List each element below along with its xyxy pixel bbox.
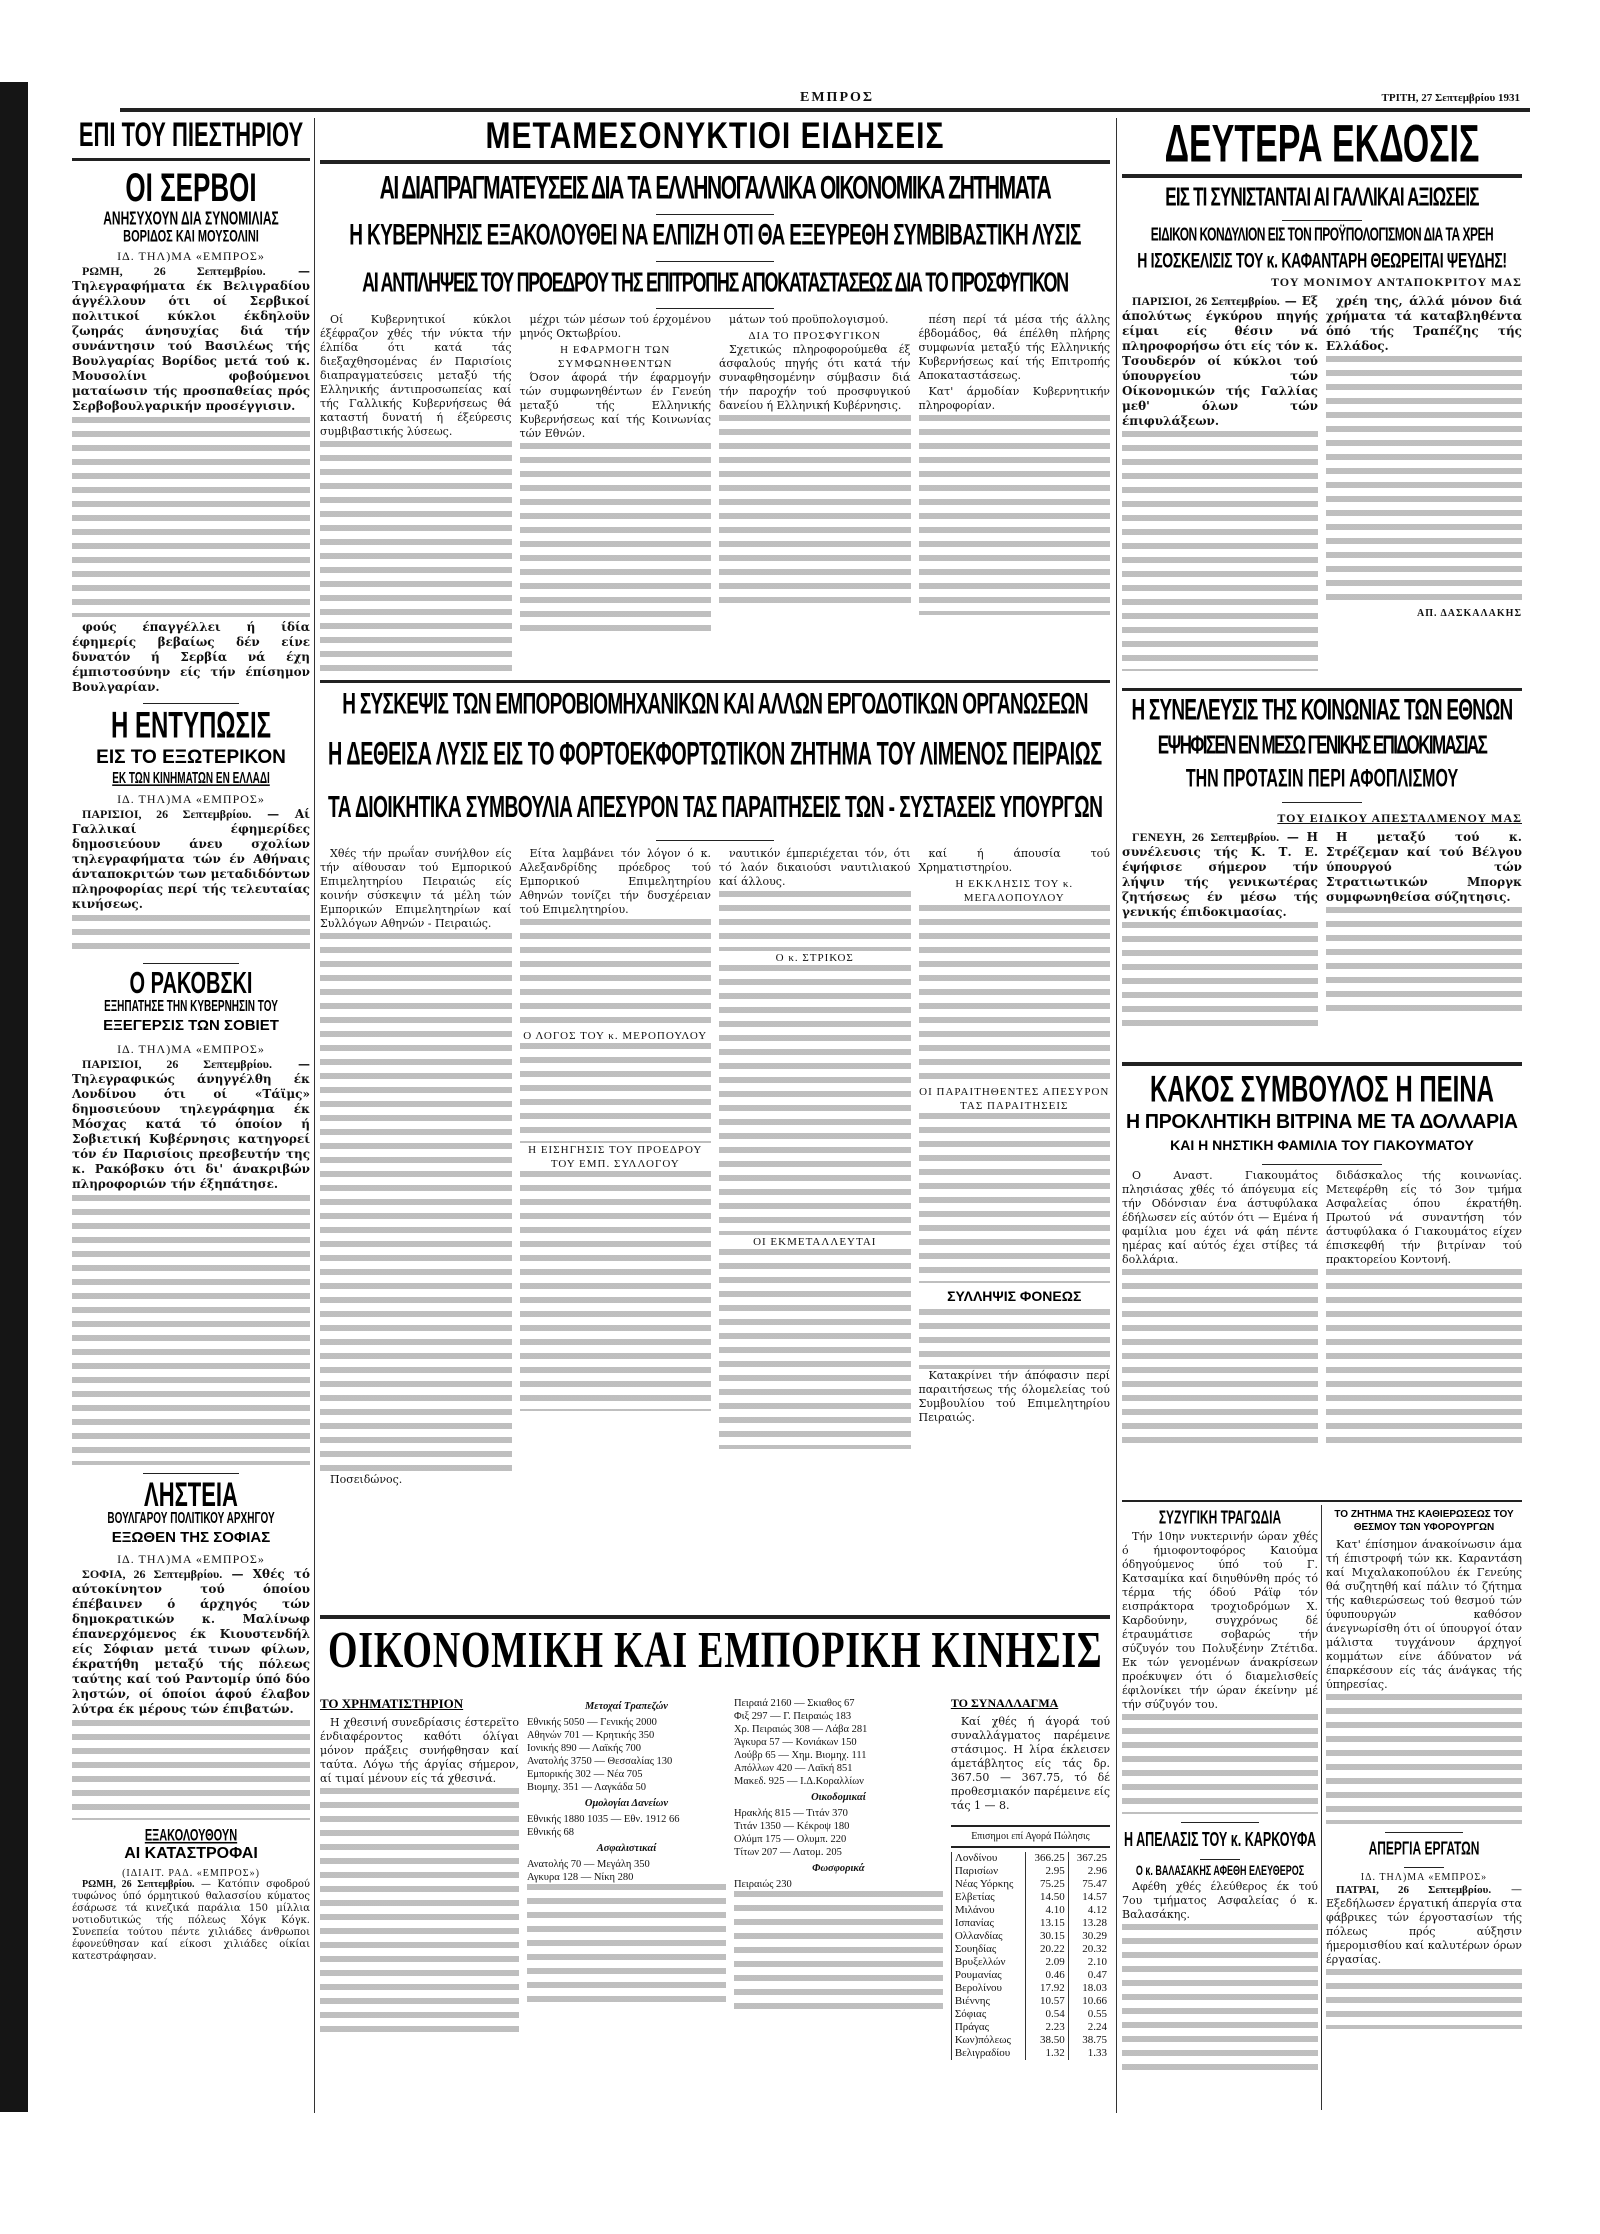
fx-row — [951, 1969, 1110, 1982]
section-banner: ΜΕΤΑΜΕΣΟΝΥΚΤΙΟΙ ΕΙΔΗΣΕΙΣ — [485, 115, 945, 157]
left-column — [72, 114, 310, 1971]
headline: ΟΙ ΣΕΡΒΟΙ — [125, 163, 257, 211]
article-text: — Η συνέλευσις τής Κ. Τ. Ε. έψήφισε σήμερον τήν λήψιν τής γενικωτέρας ζητήσεως έν μέσω τής γενικής έπιδοκιμασίας. — [1122, 830, 1318, 919]
headline: ΤΟ ΖΗΤΗΜΑ ΤΗΣ ΚΑΘΙΕΡΩΣΕΩΣ ΤΟΥ ΘΕΣΜΟΥ ΤΩΝ ΥΦΟΡΟΥΡΓΩΝ — [1334, 1509, 1514, 1533]
section-rule — [320, 1615, 1110, 1619]
fx-row — [951, 1995, 1110, 2008]
stock-quote: Τιτάν 1350 — Κέκροψ 180 — [733, 1821, 850, 1832]
fx-buy: 366.25 — [1026, 1852, 1068, 1865]
fx-row — [951, 1878, 1110, 1891]
exchange-rate-table — [951, 1852, 1110, 2060]
dateline: ΡΩΜΗ, 26 Σεπτεμβρίου. — [82, 1879, 195, 1890]
stock-group-title: Μετοχαί Τραπεζών — [584, 1701, 668, 1712]
illegible-text — [1326, 907, 1522, 1017]
article-text: — Αί Γαλλικαί έφημερίδες δημοσιεύουν άνευ σχολίων τηλεγραφήματα τών έν Αθήναις άνταποκριτών των μεταδιδόντων πληροφορίας περί τής τελευταίας κινήσεως. — [72, 807, 310, 911]
fx-city: Ελβετίας — [951, 1891, 1026, 1904]
dateline: ΠΑΤΡΑΙ, 26 Σεπτεμβρίου. — [1336, 1884, 1492, 1896]
section-banner: ΟΙΚΟΝΟΜΙΚΗ ΚΑΙ ΕΜΠΟΡΙΚΗ ΚΙΝΗΣΙΣ — [327, 1622, 1103, 1679]
fx-sell: 2.96 — [1068, 1865, 1110, 1878]
illegible-text — [1326, 1269, 1522, 1449]
dateline: ΣΟΦΙΑ, 26 Σεπτεμβρίου. — [82, 1567, 223, 1581]
fx-buy: 20.22 — [1026, 1943, 1068, 1956]
fx-buy: 30.15 — [1026, 1930, 1068, 1943]
employers-meeting — [320, 690, 1110, 1489]
illegible-text — [320, 441, 512, 671]
wire-credit: ΙΔ. ΤΗΛ)ΜΑ «ΕΜΠΡΟΣ» — [117, 1042, 265, 1056]
section-rule — [1122, 1500, 1522, 1502]
fx-row — [951, 2021, 1110, 2034]
stock-quote: Λούβρ 65 — Χημ. Βιομηχ. 111 — [733, 1750, 867, 1761]
fx-row — [951, 2008, 1110, 2021]
fx-buy: 1.32 — [1026, 2047, 1068, 2060]
subhead: ΤΟ ΧΡΗΜΑΤΙΣΤΗΡΙΟΝ — [320, 1696, 464, 1711]
stock-group-title: Ομολογίαι Δανείων — [584, 1798, 669, 1809]
article-disasters — [72, 1828, 310, 1963]
fx-sell: 0.55 — [1068, 2008, 1110, 2021]
illegible-text — [719, 1249, 911, 1449]
subhead: Η ΕΙΣΗΓΗΣΙΣ ΤΟΥ ΠΡΟΕΔΡΟΥ ΤΟΥ ΕΜΠ. ΣΥΛΛΟΓΟΥ — [528, 1144, 703, 1170]
subhead: Η ΕΦΑΡΜΟΓΗ ΤΩΝ ΣΥΜΦΩΝΗΘΕΝΤΩΝ — [558, 344, 673, 370]
fx-sell: 10.66 — [1068, 1995, 1110, 2008]
fx-city: Ολλανδίας — [951, 1930, 1026, 1943]
illegible-text — [919, 415, 1111, 615]
article-text: χρέη της, άλλά μόνον διά χρήματα τά καταβληθέντα όπό τής Τραπέζης τής Ελλάδος. — [1326, 294, 1522, 353]
article-text: — Εξεδήλωσεν έργατική άπεργία στα φάβρικες τών έργοστασίων τής πόλεως πρός αύξησιν ήμερομισθίου καί καλυτέρων όρων έργασίας. — [1326, 1883, 1522, 1966]
byline: ΤΟΥ ΜΟΝΙΜΟΥ ΑΝΤΑΠΟΚΡΙΤΟΥ ΜΑΣ — [1271, 275, 1522, 289]
illegible-text — [1326, 356, 1522, 606]
stock-group-title: Οικοδομικαί — [811, 1792, 866, 1803]
headline: Η ΣΥΣΚΕΨΙΣ ΤΩΝ ΕΜΠΟΡΟΒΙΟΜΗΧΑΝΙΚΩΝ ΚΑΙ ΑΛΛΩΝ ΕΡΓΟΔΟΤΙΚΩΝ ΟΡΓΑΝΩΣΕΩΝ — [342, 688, 1088, 721]
headline: ΑΙ ΑΝΤΙΛΗΨΕΙΣ ΤΟΥ ΠΡΟΕΔΡΟΥ ΤΗΣ ΕΠΙΤΡΟΠΗΣ ΑΠΟΚΑΤΑΣΤΑΣΕΩΣ ΔΙΑ ΤΟ ΠΡΟΣΦΥΓΙΚΟΝ — [362, 266, 1068, 298]
subhead: Ο κ. ΣΤΡΙΚΟΣ — [775, 952, 854, 964]
fx-sell: 0.47 — [1068, 1969, 1110, 1982]
fx-sell: 4.12 — [1068, 1904, 1110, 1917]
fx-city: Βιέννης — [951, 1995, 1026, 2008]
illegible-text — [320, 1788, 519, 2038]
stock-quote: Ανατολής 3750 — Θεσσαλίας 130 — [526, 1756, 673, 1767]
newspaper-name: ΕΜΠΡΟΣ — [800, 90, 875, 105]
article-text: ναυτικόν έμπεριέχεται τόν, ότι τό λαόν δικαιούσι ναυτιλιακού καί άλλους. — [719, 847, 911, 888]
fx-city: Βρυξελλών — [951, 1956, 1026, 1969]
economy-section — [320, 1622, 1111, 2060]
fx-row — [951, 1904, 1110, 1917]
stock-group-title: Ασφαλιστικαί — [596, 1843, 657, 1854]
illegible-text — [72, 417, 310, 617]
subhead: Ο ΛΟΓΟΣ ΤΟΥ κ. ΜΕΡΟΠΟΥΛΟΥ — [523, 1030, 708, 1042]
stock-group-title: Φωσφορικά — [812, 1863, 865, 1874]
illegible-text — [719, 415, 911, 605]
headline: Ο ΡΑΚΟΒΣΚΙ — [129, 966, 253, 1001]
issue-date: ΤΡΙΤΗ, 27 Σεπτεμβρίου 1931 — [1381, 92, 1520, 104]
article-text: Κατ' άρμοδίαν Κυβερνητικήν πληροφορίαν. — [918, 385, 1110, 412]
column-divider — [1116, 118, 1117, 2113]
article-text: πέση περί τά μέσα τής άλλης έβδομάδος, θά έπέλθη πλήρης συμφωνία μεταξύ τής Ελληνικής Κυβερνήσεως καί τής Επιτροπής Αποκαταστάσεως. — [918, 313, 1110, 382]
fx-row — [951, 1982, 1110, 1995]
article-robbery — [72, 1473, 310, 1820]
illegible-text — [1122, 1714, 1318, 1814]
second-edition — [1122, 114, 1522, 671]
stock-quote: Εθνικής 68 — [526, 1827, 575, 1838]
subheadline: ΕΚ ΤΩΝ ΚΙΝΗΜΑΤΩΝ ΕΝ ΕΛΛΑΔΙ — [112, 770, 270, 788]
headline: ΛΗΣΤΕΙΑ — [144, 1474, 238, 1514]
illegible-text — [1122, 1924, 1318, 2074]
headline: ΕΙΣ ΤΙ ΣΥΝΙΣΤΑΝΤΑΙ ΑΙ ΓΑΛΛΙΚΑΙ ΑΞΙΩΣΕΙΣ — [1165, 182, 1479, 212]
article-text: μάτων τού προϋπολογισμού. — [729, 313, 889, 326]
stock-quote: Μακεδ. 925 — Ι.Δ.Κοραλλίων — [733, 1776, 864, 1787]
fx-city: Λονδίνου — [951, 1852, 1026, 1865]
headline: ΕΞΑΚΟΛΟΥΘΟΥΝ — [144, 1826, 238, 1846]
illegible-text — [1326, 1969, 1522, 2029]
wire-credit: ΙΔ. ΤΗΛ)ΜΑ «ΕΜΠΡΟΣ» — [1360, 1872, 1488, 1883]
stock-quote: Απόλλων 420 — Λαϊκή 851 — [733, 1763, 853, 1774]
fx-sell: 38.75 — [1068, 2034, 1110, 2047]
article-text: Αφέθη χθές έλεύθερος έκ τού 7ου τμήματος Ασφαλείας ό κ. Βαλασάκης. — [1122, 1880, 1318, 1921]
illegible-text — [919, 1113, 1111, 1283]
headline: ΑΙ ΔΙΑΠΡΑΓΜΑΤΕΥΣΕΙΣ ΔΙΑ ΤΑ ΕΛΛΗΝΟΓΑΛΛΙΚΑ ΟΙΚΟΝΟΜΙΚΑ ΖΗΤΗΜΑΤΑ — [379, 170, 1051, 207]
headline: ΕΙΔΙΚΟΝ ΚΟΝΔΥΛΙΟΝ ΕΙΣ ΤΟΝ ΠΡΟΫΠΟΛΟΓΙΣΜΟΝ ΔΙΑ ΤΑ ΧΡΕΗ — [1150, 223, 1494, 246]
subheadline: ΑΝΗΣΥΧΟΥΝ ΔΙΑ ΣΥΝΟΜΙΛΙΑΣ — [103, 207, 279, 230]
article-text: καί ή άπουσία τού Χρηματιστηρίου. — [918, 847, 1110, 874]
fx-buy: 2.09 — [1026, 1956, 1068, 1969]
fx-sell: 75.47 — [1068, 1878, 1110, 1891]
fx-city: Ισπανίας — [951, 1917, 1026, 1930]
illegible-text — [520, 1043, 712, 1143]
fx-sell: 2.24 — [1068, 2021, 1110, 2034]
fx-sell: 20.32 — [1068, 1943, 1110, 1956]
illegible-text — [72, 1195, 310, 1465]
fx-buy: 2.95 — [1026, 1865, 1068, 1878]
illegible-text — [72, 915, 310, 955]
dateline: ΡΩΜΗ, 26 Σεπτεμβρίου. — [82, 264, 266, 278]
fx-sell: 30.29 — [1068, 1930, 1110, 1943]
fx-row — [951, 1917, 1110, 1930]
hunger-story — [1122, 1068, 1522, 1449]
stock-quote: Χρ. Πειραιώς 308 — Λάβα 281 — [733, 1724, 868, 1735]
subheadline: ΒΟΥΛΓΑΡΟΥ ΠΟΛΙΤΙΚΟΥ ΑΡΧΗΓΟΥ — [107, 1510, 275, 1528]
bourse-report — [320, 1697, 519, 2060]
workers-strike — [1326, 1832, 1522, 2029]
stock-quote: Βιομηχ. 351 — Λαγκάδα 50 — [526, 1782, 647, 1793]
article-text: Η χθεσινή συνεδρίασις έστερεϊτο ένδιαφέροντος καθότι όλίγαι μόνον πράξεις συνήφθησαν καί ταύτα. Λόγω τής άργίας σήμερον, αί τιμαί μένουν είς τά χθεσινά. — [320, 1716, 519, 1785]
illegible-text — [72, 1720, 310, 1820]
fx-row — [951, 2034, 1110, 2047]
dateline: ΠΑΡΙΣΙΟΙ, 26 Σεπτεμβρίου. — [82, 1057, 272, 1071]
stock-quote: Ανατολής 70 — Μεγάλη 350 — [526, 1859, 650, 1870]
stock-quote: Ιονικής 890 — Λαϊκής 700 — [526, 1743, 642, 1754]
fx-row — [951, 1891, 1110, 1904]
illegible-text — [1122, 431, 1318, 671]
fx-buy: 0.46 — [1026, 1969, 1068, 1982]
article-text: Τήν 10ην νυκτερινήν ώραν χθές ό ήμιοφοντοφόρος Καιούμα όδηγούμενος ύπό τού Γ. Κατσαμίκα καί διηυθύνθη πρός τό τέρμα τής όδού Ράϊφ τόν εισπράκτορα τροχιοδρόμων Χ. Καρδούνην, συγχρόνως δέ έτραυμάτισε σοβαρώς τήν σύζυγόν του Πολυξένην Ζτέτιδα. Εκ τών γενομένων άνακρίσεων προέκυψεν ότι ό διαμελισθείς έφιλονίκει τήν ώραν έκείνην μέ τήν σύζυγόν του. — [1122, 1530, 1318, 1711]
subhead: ΟΙ ΠΑΡΑΙΤΗΘΕΝΤΕΣ ΑΠΕΣΥΡΟΝ ΤΑΣ ΠΑΡΑΙΤΗΣΕΙΣ — [919, 1086, 1110, 1112]
masthead — [120, 88, 1530, 112]
fx-city: Παρισίων — [951, 1865, 1026, 1878]
stock-quotes — [527, 1697, 726, 2060]
fx-buy: 38.50 — [1026, 2034, 1068, 2047]
fx-buy: 14.50 — [1026, 1891, 1068, 1904]
article-text: — Χθές τό αύτοκίνητον τού όποίου έπέβαινεν ό άρχηγός τών δημοκρατικών κ. Μαλίνωφ έπανερχόμενος έκ Κιουστενδήλ είς Σόφιαν μετά τινων φίλων, έκρατήθη μεταξύ τής πόλεως ταύτης καί τού Ραντομίρ ύπό δύο ληστών, οί όποίοι άφού έλαβον λύτρα έκ μέρους τών έπιβατών. — [72, 1567, 310, 1716]
illegible-text — [734, 1891, 943, 2011]
dateline: ΓΕΝΕΥΗ, 26 Σεπτεμβρίου. — [1132, 830, 1280, 844]
article-columns — [320, 313, 1110, 671]
scan-edge-shadow — [0, 82, 28, 2112]
signature: ΑΠ. ΔΑΣΚΑΛΑΚΗΣ — [1417, 608, 1522, 619]
column-divider — [314, 118, 315, 2113]
fx-buy: 2.23 — [1026, 2021, 1068, 2034]
illegible-text — [1326, 1694, 1522, 1824]
illegible-text — [520, 919, 712, 1029]
illegible-text — [320, 933, 512, 1473]
headline: Η ΙΣΟΣΚΕΛΙΣΙΣ ΤΟΥ κ. ΚΑΦΑΝΤΑΡΗ ΘΕΩΡΕΙΤΑΙ ΨΕΥΔΗΣ! — [1137, 247, 1507, 273]
stock-quote: Άγκυρα 57 — Κονιάκων 150 — [733, 1737, 857, 1748]
stock-quote: Φιξ 297 — Γ. Πειραιώς 183 — [733, 1711, 852, 1722]
fx-sell: 1.33 — [1068, 2047, 1110, 2060]
fx-city: Σουηδίας — [951, 1943, 1026, 1956]
subheadline: ΕΞΕΓΕΡΣΙΣ ΤΩΝ ΣΟΒΙΕΤ — [103, 1017, 279, 1034]
subhead: ΤΟ ΣΥΝΑΛΛΑΓΜΑ — [950, 1696, 1059, 1710]
headline: Η ΑΠΕΛΑΣΙΣ ΤΟΥ κ. ΚΑΡΚΟΥΦΑ — [1123, 1827, 1316, 1851]
headline: ΑΠΕΡΓΙΑ ΕΡΓΑΤΩΝ — [1368, 1837, 1480, 1860]
fx-buy: 75.25 — [1026, 1878, 1068, 1891]
stock-quote: Ολύμπ 175 — Ολυμπ. 220 — [733, 1834, 847, 1845]
article-text: Κατ' έπίσημον άνακοίνωσιν άμα τή έπιστροφή τών κκ. Καραντάση καί Μιχαλακοπούλου έκ Γενεύης θά συζητηθή καί πάλιν τό ζήτημα τής καθιερώσεως τού θεσμού τών ύφυπουργών καθόσον άνεγνωρίσθη ότι οί ύπουργοί όταν μάλιστα τυγχάνουν άρχηγοί κομμάτων είνε άδύνατον νά έπαρκέσουν είς τάς άνάγκας τής ύπηρεσίας. — [1326, 1538, 1522, 1691]
fx-city: Βελιγραδίου — [951, 2047, 1026, 2060]
dateline: ΠΑΡΙΣΙΟΙ, 26 Σεπτεμβρίου. — [82, 807, 252, 821]
article-text: φούς έπαγγέλλει ή ίδία έφημερίς βεβαίως δέν είνε δυνατόν ή Σερβία νά έχη έμπιστοσύνην είς τήν έπίσημον Βουλγαρίαν. — [72, 620, 310, 694]
stock-quote: Εθνικής 1880 1035 — Εθν. 1912 66 — [526, 1814, 680, 1825]
stock-quote: Πειραιά 2160 — Σκιαθος 67 — [733, 1698, 855, 1709]
headline: Η ΔΕΘΕΙΣΑ ΛΥΣΙΣ ΕΙΣ ΤΟ ΦΟΡΤΟΕΚΦΟΡΤΩΤΙΚΟΝ ΖΗΤΗΜΑ ΤΟΥ ΛΙΜΕΝΟΣ ΠΕΙΡΑΙΩΣ — [327, 736, 1102, 773]
fx-city: Ρουμανίας — [951, 1969, 1026, 1982]
fx-buy: 0.54 — [1026, 2008, 1068, 2021]
fx-buy: 13.15 — [1026, 1917, 1068, 1930]
section-rule — [1122, 1062, 1522, 1066]
wire-credit: (ΙΔΙΑΙΤ. ΡΑΔ. «ΕΜΠΡΟΣ») — [122, 1868, 260, 1879]
stock-quote: Εμπορικής 302 — Νέα 705 — [526, 1769, 643, 1780]
league-of-nations — [1122, 696, 1522, 1032]
fx-buy: 4.10 — [1026, 1904, 1068, 1917]
stock-quote: Τίτων 207 — Λατομ. 205 — [733, 1847, 842, 1858]
fx-row — [951, 1865, 1110, 1878]
subhead: ΟΙ ΕΚΜΕΤΑΛΛΕΥΤΑΙ — [753, 1236, 877, 1248]
exchange-report — [951, 1697, 1110, 2060]
fx-city: Κων)πόλεως — [951, 2034, 1026, 2047]
subheadline: ΕΞΩΘΕΝ ΤΗΣ ΣΟΦΙΑΣ — [111, 1529, 271, 1546]
subheadline: ΑΙ ΚΑΤΑΣΤΡΟΦΑΙ — [124, 1845, 258, 1862]
masthead-rule — [120, 108, 1530, 112]
right-lower-left-column — [1122, 1508, 1318, 2082]
article-text: Οί Κυβερνητικοί κύκλοι έξέφραζον χθές τήν νύκτα τήν έλπίδα ότι κατά τάς διεξαχθησομένας έν Παρισίοις διαπραγματεύσεις μεταξύ τής Ελληνικής άντιπροσωπείας καί τής Γαλλικής Κυβερνήσεως θά καταστή δυνατή ή έξεύρεσις συμβιβαστικής λύσεως. — [320, 313, 512, 438]
article-text: — Τηλεγραφήματα έκ Βελιγραδίου άγγέλλουν ότι οί Σερβικοί πολιτικοί κύκλοι έκδηλοϋν ζωηράς άνησυχίας διά τήν συνάντησιν τού Βασιλέως τής Βουλγαρίας Βορίδος μετά τού κ. Μουσολίνι φοβούμενοι ματαίωσιν τής προσπαθείας πρός Σερβοβουλγαρικήν προσέγγισιν. — [72, 264, 310, 413]
headline: ΤΑ ΔΙΟΙΚΗΤΙΚΑ ΣΥΜΒΟΥΛΙΑ ΑΠΕΣΥΡΟΝ ΤΑΣ ΠΑΡΑΙΤΗΣΕΙΣ ΤΩΝ - ΣΥΣΤΑΣΕΙΣ ΥΠΟΥΡΓΩΝ — [327, 790, 1103, 825]
article-text: Κατακρίνει τήν άπόφασιν περί παραιτήσεως τής όλομελείας τού Συμβουλίου τού Επιμελητηρίου Πειραιώς. — [918, 1369, 1110, 1424]
headline: ΚΑΚΟΣ ΣΥΜΒΟΥΛΟΣ Η ΠΕΙΝΑ — [1150, 1068, 1494, 1111]
fx-city: Νέας Υόρκης — [951, 1878, 1026, 1891]
fx-row — [951, 1956, 1110, 1969]
illegible-text — [1122, 922, 1318, 1032]
headline: Η ΣΥΝΕΛΕΥΣΙΣ ΤΗΣ ΚΟΙΝΩΝΙΑΣ ΤΩΝ ΕΘΝΩΝ — [1131, 694, 1513, 727]
stock-quotes — [734, 1697, 943, 2060]
headline: ΣΥΖΥΓΙΚΗ ΤΡΑΓΩΔΙΑ — [1158, 1506, 1282, 1529]
illegible-text — [527, 1884, 726, 2004]
article-serbs — [72, 114, 310, 695]
headline: ΕΨΗΦΙΣΕΝ ΕΝ ΜΕΣΩ ΓΕΝΙΚΗΣ ΕΠΙΔΟΚΙΜΑΣΙΑΣ — [1157, 730, 1487, 760]
illegible-text — [520, 1171, 712, 1411]
section-rule — [320, 680, 1110, 683]
article-text: Ο Αναστ. Γιακουμάτος πλησιάσας χθές τό άπόγευμα είς τήν Οδόνσιαν ένα άστυφύλακα έδήλωσεν είς αύτόν ότι — Εμένα ή φαμίλια μου έχει νά φάη πέντε ημέρας καί αύτός έχει στίβες τά δολλάρια. — [1122, 1169, 1318, 1266]
article-text: Καί χθές ή άγορά τού συναλλάγματος παρέμεινε στάσιμος. Η λίρα έκλεισεν άμετάβλητος είς τάς δρ. 367.50 — 367.75, τό δέ προθεσμιακόν παρέμεινε είς τάς 1 — 8. — [950, 1715, 1111, 1812]
fx-city: Πράγας — [951, 2021, 1026, 2034]
article-text: Όσον άφορά τήν έφαρμογήν τών συμφωνηθέντων έν Γενεύη μεταξύ τής Ελληνικής Κυβερνήσεως καί τής Κοινωνίας τών Εθνών. — [519, 371, 711, 440]
fx-row — [951, 1930, 1110, 1943]
stock-quote: Αθηνών 701 — Κρητικής 350 — [526, 1730, 655, 1741]
stock-quote: Αγκυρα 128 — Νίκη 280 — [526, 1872, 634, 1883]
illegible-text — [919, 905, 1111, 1085]
headline: ΚΑΙ Η ΝΗΣΤΙΚΗ ΦΑΜΙΛΙΑ ΤΟΥ ΓΙΑΚΟΥΜΑΤΟΥ — [1170, 1137, 1474, 1153]
fx-row — [951, 1943, 1110, 1956]
byline: ΤΟΥ ΕΙΔΙΚΟΥ ΑΠΕΣΤΑΛΜΕΝΟΥ ΜΑΣ — [1277, 811, 1522, 825]
article-columns — [320, 847, 1110, 1489]
fx-sell: 2.10 — [1068, 1956, 1110, 1969]
fx-sell: 13.28 — [1068, 1917, 1110, 1930]
article-text: διδάσκαλος τής κοινωνίας. Μετεφέρθη είς τό 3ον τμήμα Ασφαλείας όπου έκρατήθη. Πρωτού νά συναντήση τόν άστυφύλακα ό Γιακουμάτος είχεν έπισκεφθή τήν βιτρίναν τού πρακτορείου Κοντονή. — [1326, 1169, 1522, 1266]
article-text: Ποσειδώνος. — [330, 1473, 403, 1486]
article-text: — Κατόπιν σφοδρού τυφώνος ύπό όρμητικού θαλασσίου κύματος έσάρωσε τά κινεζικά παράλια 150 μίλλια νοτιοδυτικώς τής πόλεως Χόγκ Κόγκ. Συνεπεία τούτου πέντε χιλιάδες άνθρωποι έφονεύθησαν καί είκοσι χιλιάδες οίκίαι κατεστράφησαν. — [72, 1879, 310, 1962]
subheadline: Ο κ. ΒΑΛΑΣΑΚΗΣ ΑΦΕΘΗ ΕΛΕΥΘΕΡΟΣ — [1135, 1862, 1305, 1878]
fx-city: Μιλάνου — [951, 1904, 1026, 1917]
fx-sell: 14.57 — [1068, 1891, 1110, 1904]
illegible-text — [719, 891, 911, 951]
illegible-text — [719, 965, 911, 1235]
wire-credit: ΙΔ. ΤΗΛ)ΜΑ «ΕΜΠΡΟΣ» — [117, 249, 265, 263]
stock-quote: Εθνικής 5050 — Γενικής 2000 — [526, 1717, 657, 1728]
article-text: Χθές τήν πρωΐαν συνήλθον είς τήν αίθουσαν τού Εμπορικού Επιμελητηρίου Πειραιώς είς κοινήν σύσκεψιν τά μέλη τών Εμπορικών Επιμελητηρίων καί Συλλόγων Αθηνών - Πειραιώς. — [320, 847, 512, 930]
illegible-text — [919, 1309, 1111, 1369]
dateline: ΠΑΡΙΣΙΟΙ, 26 Σεπτεμβρίου. — [1132, 294, 1280, 308]
subheadline: ΕΞΗΠΑΤΗΣΕ ΤΗΝ ΚΥΒΕΡΝΗΣΙΝ ΤΟΥ — [104, 998, 278, 1016]
illegible-text — [1122, 1269, 1318, 1449]
column-divider — [1321, 1505, 1322, 2110]
midnight-news — [320, 115, 1110, 671]
fx-city: Σόφιας — [951, 2008, 1026, 2021]
marital-tragedy — [1122, 1508, 1318, 1814]
stock-quote: Ηρακλής 815 — Τιτάν 370 — [733, 1808, 848, 1819]
subhead: Η ΕΚΚΛΗΣΙΣ ΤΟΥ κ. ΜΕΓΑΛΟΠΟΥΛΟΥ — [955, 878, 1074, 904]
article-text: — Τηλεγραφικώς άνηγγέλθη έκ Λονδίνου ότι οί «Τάϊμς» δημοσιεύουν τηλεγράφημα έκ Μόσχας κατά τό όποίον ή Σοβιετική Κυβέρνησις κατηγορεί τόν έν Παρισίοις πρεσβευτήν της κ. Ρακόβσκυ ότι δι' άνακριβών πληροφοριών τήν έξηπάτησε. — [72, 1057, 310, 1191]
wire-credit: ΙΔ. ΤΗΛ)ΜΑ «ΕΜΠΡΟΣ» — [117, 1552, 265, 1566]
article-rakovsky — [72, 963, 310, 1465]
headline: Η ΚΥΒΕΡΝΗΣΙΣ ΕΞΑΚΟΛΟΥΘΕΙ ΝΑ ΕΛΠΙΖΗ ΟΤΙ ΘΑ ΕΞΕΥΡΕΘΗ ΣΥΜΒΙΒΑΣΤΙΚΗ ΛΥΣΙΣ — [349, 219, 1081, 252]
fx-city: Βερολίνου — [951, 1982, 1026, 1995]
fx-buy: 10.57 — [1026, 1995, 1068, 2008]
headline: Η ΕΝΤΥΠΩΣΙΣ — [110, 704, 272, 747]
subheadline: ΕΙΣ ΤΟ ΕΞΩΤΕΡΙΚΟΝ — [96, 747, 286, 768]
article-text: Η μεταξύ τού κ. Στρέζεμαν καί τού Βέλγου ύπουργού τών Στρατιωτικών Μποργκ συμφωνηθείσα σύζητησις. — [1326, 830, 1522, 904]
headline: ΤΗΝ ΠΡΟΤΑΣΙΝ ΠΕΡΙ ΑΦΟΠΛΙΣΜΟΥ — [1185, 766, 1459, 793]
fx-row — [951, 1852, 1110, 1865]
undersecretaries-issue — [1326, 1508, 1522, 1824]
article-text: Σχετικώς πληροφορούμεθα έξ άσφαλούς πηγής ότι κατά τήν συναφθησομένην σύμβασιν διά τήν παροχήν τού προσφυγικού δανείου ή Ελληνική Κυβέρνησις. — [719, 343, 911, 412]
subhead: ΔΙΑ ΤΟ ΠΡΟΣΦΥΓΙΚΟΝ — [748, 330, 881, 342]
headline: Η ΠΡΟΚΛΗΤΙΚΗ ΒΙΤΡΙΝΑ ΜΕ ΤΑ ΔΟΛΛΑΡΙΑ — [1126, 1111, 1518, 1133]
kicker: ΕΠΙ ΤΟΥ ΠΙΕΣΤΗΡΙΟΥ — [78, 114, 304, 154]
illegible-text — [520, 443, 712, 633]
article-text: Είτα λαμβάνει τόν λόγον ό κ. Αλεξανδρίδης πρόεδρος τού Εμπορικού Επιμελητηρίου Αθηνών τονίζει τήν δυσχέρειαν τού Επιμελητηρίου. — [519, 847, 711, 916]
article-text: μέχρι τών μέσων τού έρχομένου μηνός Οκτωβρίου. — [519, 313, 711, 340]
subhead: ΣΥΛΛΗΨΙΣ ΦΟΝΕΩΣ — [947, 1288, 1082, 1304]
subheadline: ΒΟΡΙΔΟΣ ΚΑΙ ΜΟΥΣΟΛΙΝΙ — [123, 227, 259, 247]
fx-sell: 367.25 — [1068, 1852, 1110, 1865]
fx-sell: 18.03 — [1068, 1982, 1110, 1995]
fx-buy: 17.92 — [1026, 1982, 1068, 1995]
karkoufa-expulsion — [1122, 1822, 1318, 2074]
fx-table-title: Επισημοι επί Αγορά Πώλησις — [971, 1831, 1090, 1842]
stock-quote: Πειραιώς 230 — [733, 1879, 792, 1890]
wire-credit: ΙΔ. ΤΗΛ)ΜΑ «ΕΜΠΡΟΣ» — [117, 792, 265, 806]
right-lower-right-column — [1326, 1508, 1522, 2037]
article-impression — [72, 703, 310, 955]
article-text: — Εξ άπολύτως έγκύρου πηγής είμαι είς θέσιν νά πληροφορήσω ότι είς τόν κ. Τσουδερόν οί κύκλοι τού ύπουργείου τών Οίκονομικών τής Γαλλίας μεθ' όλων τών έπιφυλάξεων. — [1122, 294, 1318, 428]
section-rule — [1122, 688, 1522, 691]
fx-row — [951, 2047, 1110, 2060]
section-banner: ΔΕΥΤΕΡΑ ΕΚΔΟΣΙΣ — [1164, 114, 1480, 174]
